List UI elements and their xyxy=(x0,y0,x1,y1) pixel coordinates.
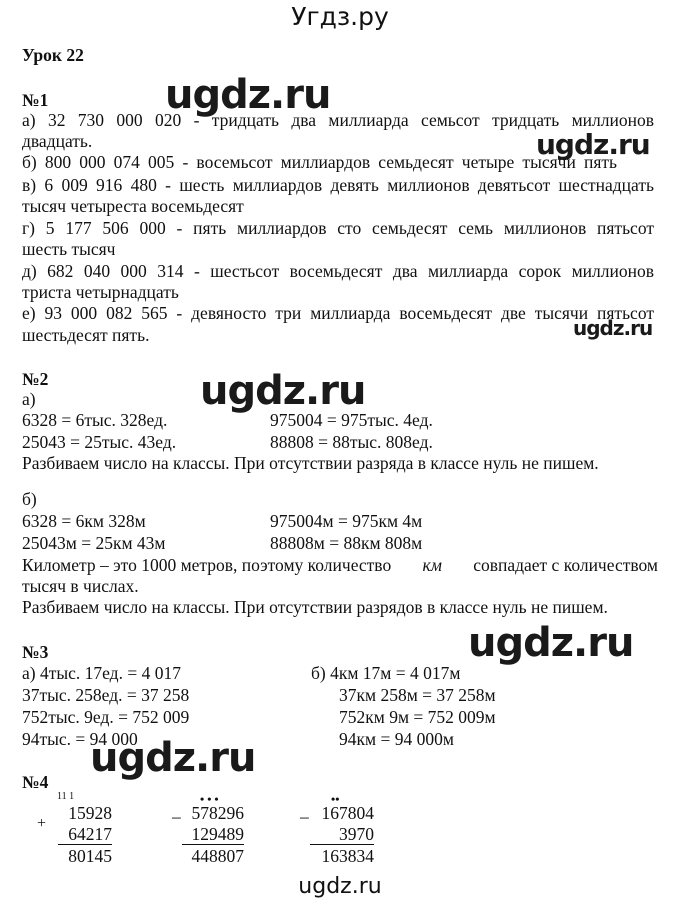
task1-a-line2: двадцать. xyxy=(22,131,93,151)
task3-heading: №3 xyxy=(22,642,49,662)
task1-b: б) 800 000 074 005 - восемьсот миллиардов семьдесят четыре тысячи пять xyxy=(22,152,617,172)
task2-a-row2-right: 88808 = 88тыс. 808ед. xyxy=(270,432,433,452)
task2-b-label: б) xyxy=(22,489,37,509)
watermark: ugdz.ru xyxy=(536,128,650,161)
task1-d-line1: д) 682 040 000 314 - шестьсот восемьдесят два миллиарда сорок миллионов xyxy=(22,261,654,281)
col2-res: 448807 xyxy=(191,846,244,866)
task3-right-2: 37км 258м = 37 258м xyxy=(339,685,496,705)
task1-v-line2: тысяч четыреста восемьдесят xyxy=(22,196,244,216)
col3-res: 163834 xyxy=(321,846,374,866)
col1-mid: 64217 xyxy=(58,824,112,845)
task4-heading: №4 xyxy=(22,772,49,792)
task1-g-line2: шесть тысяч xyxy=(22,239,116,259)
task3-left-1: а) 4тыс. 17ед. = 4 017 xyxy=(22,663,181,683)
borrow-dots: • • • xyxy=(200,792,219,806)
task2-b-row2-left: 25043м = 25км 43м xyxy=(22,533,166,553)
task1-heading: №1 xyxy=(22,90,49,110)
task2-a-row1-right: 975004 = 975тыс. 4ед. xyxy=(270,410,433,430)
minus-sign: _ xyxy=(300,800,309,820)
task3-left-4: 94тыс. = 94 000 xyxy=(22,729,138,749)
watermark: ugdz.ru xyxy=(468,620,634,666)
col1-res: 80145 xyxy=(68,846,112,866)
task1-v-line1: в) 6 009 916 480 - шесть миллиардов девять миллионов девятьсот шестнадцать xyxy=(22,175,654,195)
carry-digits: 11 1 xyxy=(57,791,75,802)
task3-right-4: 94км = 94 000м xyxy=(339,729,454,749)
task2-b-row1-right: 975004м = 975км 4м xyxy=(270,511,423,531)
watermark: ugdz.ru xyxy=(573,316,653,340)
col3-mid: 3970 xyxy=(310,824,374,845)
task2-a-row1-left: 6328 = 6тыс. 328ед. xyxy=(22,410,168,430)
plus-sign: + xyxy=(37,815,47,832)
task3-right-1: б) 4км 17м = 4 017м xyxy=(311,663,461,683)
task2-b-note1-pre: Километр – это 1000 метров, поэтому количество xyxy=(22,555,392,575)
task2-b-note2: Разбиваем число на классы. При отсутствии разрядов в классе нуль не пишем. xyxy=(22,597,608,617)
site-title: Угдз.ру xyxy=(291,2,389,31)
task2-a-label: а) xyxy=(22,389,36,409)
task1-a-line1: а) 32 730 000 020 - тридцать два миллиарда семьсот тридцать миллионов xyxy=(22,110,654,130)
task3-left-2: 37тыс. 258ед. = 37 258 xyxy=(22,685,190,705)
col1-top: 15928 xyxy=(68,803,112,823)
borrow-dots: •• xyxy=(331,792,340,806)
minus-sign: _ xyxy=(172,800,181,820)
task2-b-note1-em: км xyxy=(422,555,442,575)
task2-heading: №2 xyxy=(22,369,49,389)
task2-b-row2-right: 88808м = 88км 808м xyxy=(270,533,423,553)
task1-d-line2: триста четырнадцать xyxy=(22,282,179,302)
col3-top: 167804 xyxy=(321,803,374,823)
task2-b-note1-line2: тысяч в числах. xyxy=(22,576,139,596)
task2-a-row2-left: 25043 = 25тыс. 43ед. xyxy=(22,432,177,452)
col2-top: 578296 xyxy=(191,803,244,823)
col2-mid: 129489 xyxy=(182,824,244,845)
watermark: ugdz.ru xyxy=(200,368,366,414)
task2-b-note1-post: совпадает с количеством xyxy=(473,555,658,575)
lesson-title: Урок 22 xyxy=(22,45,84,65)
task1-e-line2: шестьдесят пять. xyxy=(22,325,150,345)
task1-e-line1: е) 93 000 082 565 - девяносто три миллиарда восемьдесят две тысячи пятьсот xyxy=(22,303,654,323)
task3-left-3: 752тыс. 9ед. = 752 009 xyxy=(22,707,190,727)
task1-g-line1: г) 5 177 506 000 - пять миллиардов сто семьдесят семь миллионов пятьсот xyxy=(22,218,654,238)
task2-b-note1-line1 xyxy=(22,555,658,576)
task2-b-row1-left: 6328 = 6км 328м xyxy=(22,511,146,531)
watermark: ugdz.ru xyxy=(165,72,331,118)
site-footer: ugdz.ru xyxy=(298,874,382,899)
task2-a-note: Разбиваем число на классы. При отсутствии разряда в классе нуль не пишем. xyxy=(22,453,599,473)
task3-right-3: 752км 9м = 752 009м xyxy=(339,707,496,727)
watermark: ugdz.ru xyxy=(90,735,256,781)
